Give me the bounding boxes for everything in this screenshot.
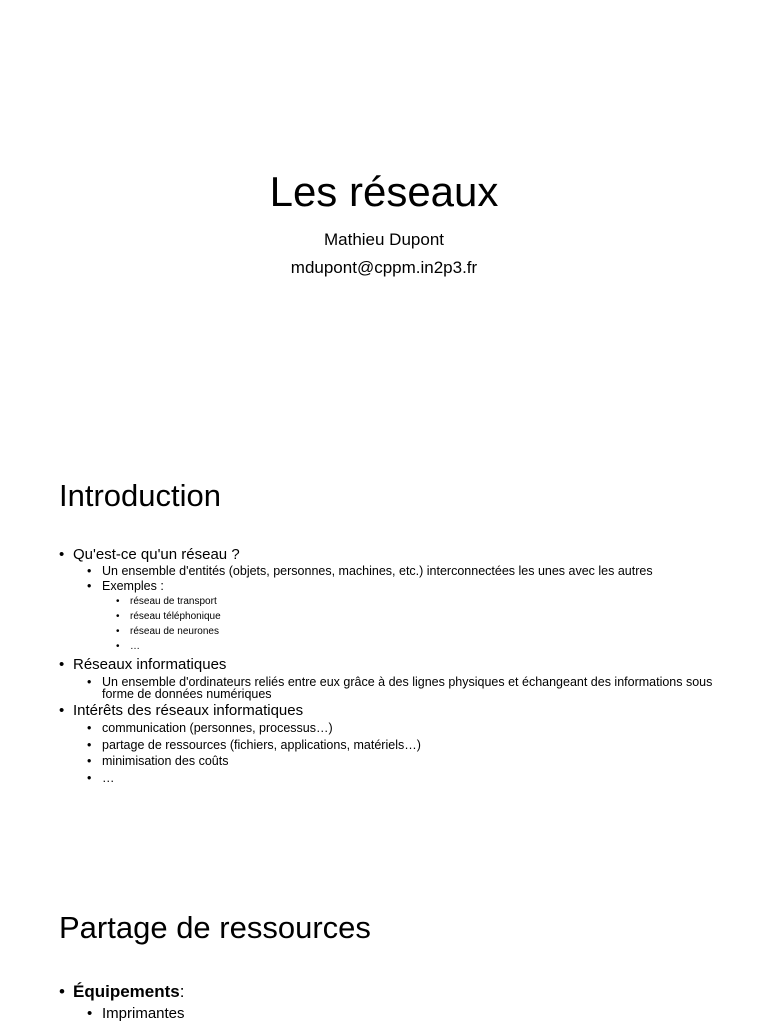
author-email: mdupont@cppm.in2p3.fr bbox=[290, 258, 478, 277]
list-item: • … bbox=[116, 639, 739, 654]
list-item: • communication (personnes, processus…) bbox=[87, 720, 739, 737]
list-item: • réseau téléphonique bbox=[116, 609, 739, 624]
introduction-list bbox=[59, 546, 739, 786]
author-name: Mathieu Dupont bbox=[323, 230, 445, 249]
list-item: • … bbox=[87, 770, 739, 787]
list-item: • minimisation des coûts bbox=[87, 753, 739, 770]
list-item: • Imprimantes bbox=[87, 1003, 739, 1024]
list-item: • réseau de transport bbox=[116, 594, 739, 609]
list-item: • Un ensemble d'entités (objets, personnes, machines, etc.) interconnectées les unes avec les autres bbox=[87, 564, 739, 579]
list-item: • Réseaux informatiques bbox=[59, 656, 739, 674]
list-item: • Un ensemble d'ordinateurs reliés entre eux grâce à des lignes physiques et échangeant des informations sous forme de données numériques bbox=[87, 674, 739, 702]
list-item: • Qu'est-ce qu'un réseau ? bbox=[59, 546, 739, 564]
introduction-heading: Introduction bbox=[59, 478, 221, 513]
partage-list bbox=[59, 981, 739, 1024]
list-item: • partage de ressources (fichiers, applications, matériels…) bbox=[87, 737, 739, 754]
list-item: • Intérêts des réseaux informatiques bbox=[59, 702, 739, 720]
partage-heading: Partage de ressources bbox=[59, 910, 371, 945]
list-item bbox=[59, 981, 739, 1003]
equipements-colon: : bbox=[179, 982, 185, 1001]
presentation-title: Les réseaux bbox=[269, 168, 499, 215]
list-item: • réseau de neurones bbox=[116, 624, 739, 639]
list-item: • Exemples : bbox=[87, 579, 739, 594]
equipements-label: Équipements bbox=[73, 982, 180, 1001]
